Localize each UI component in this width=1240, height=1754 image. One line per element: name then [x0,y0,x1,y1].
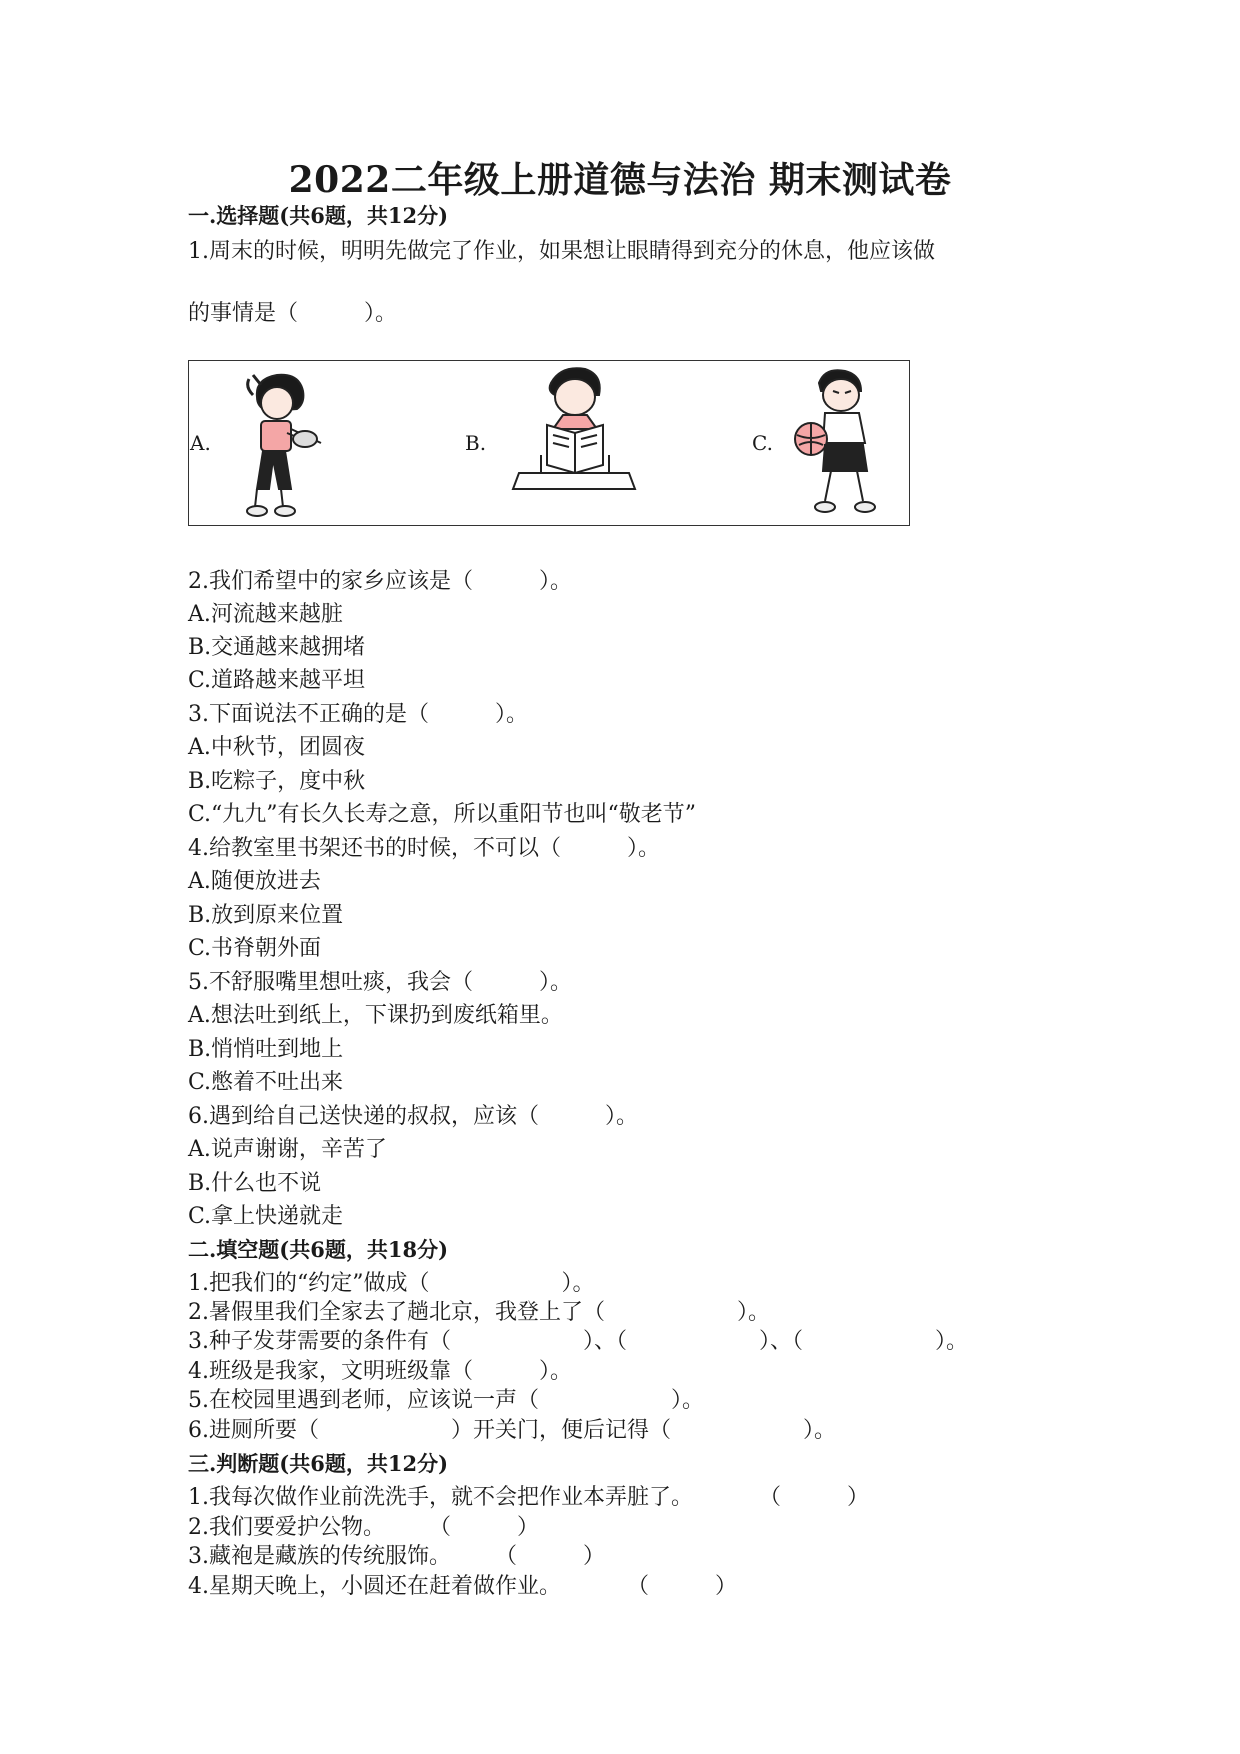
question-5-option-c: C.憋着不吐出来 [188,1070,344,1095]
question-4-option-a: A.随便放进去 [188,869,321,894]
figure-option-c-label: C. [752,431,773,455]
section-heading-fill: 二.填空题(共6题，共18分) [188,1237,449,1262]
judge-question-1: 1.我每次做作业前洗洗手，就不会把作业本弄脏了。 （ ） [188,1485,869,1510]
fill-question-3: 3.种子发芽需要的条件有（ ）、（ ）、（ ）。 [188,1329,968,1354]
question-5: 5.不舒服嘴里想吐痰，我会（ ）。 [188,970,572,995]
question-3-option-a: A.中秋节，团圆夜 [188,735,365,760]
question-1-figure [188,360,910,526]
question-3: 3.下面说法不正确的是（ ）。 [188,702,528,727]
question-2: 2.我们希望中的家乡应该是（ ）。 [188,569,572,594]
basketball-boy-icon [781,365,891,521]
question-3-option-c: C.“九九”有长久长寿之意，所以重阳节也叫“敬老节” [188,802,697,827]
fill-question-4: 4.班级是我家，文明班级靠（ ）。 [188,1359,572,1384]
fill-question-2: 2.暑假里我们全家去了趟北京，我登上了（ ）。 [188,1300,770,1325]
reading-boy-icon [489,363,659,508]
fill-question-6: 6.进厕所要（ ）开关门，便后记得（ ）。 [188,1418,836,1443]
judge-question-4: 4.星期天晚上，小圆还在赶着做作业。 （ ） [188,1574,737,1599]
question-1-line-2: 的事情是（ ）。 [188,301,398,326]
question-4-option-b: B.放到原来位置 [188,903,344,928]
question-3-option-b: B.吃粽子，度中秋 [188,769,366,794]
section-heading-judge: 三.判断题(共6题，共12分) [188,1451,449,1476]
question-4: 4.给教室里书架还书的时候，不可以（ ）。 [188,836,660,861]
question-6: 6.遇到给自己送快递的叔叔，应该（ ）。 [188,1104,638,1129]
question-6-option-a: A.说声谢谢，辛苦了 [188,1137,387,1162]
figure-option-a-label: A. [190,431,211,455]
page-title: 2022二年级上册道德与法治 期末测试卷 [288,159,952,201]
fill-question-1: 1.把我们的“约定”做成（ ）。 [188,1271,595,1296]
question-6-option-b: B.什么也不说 [188,1171,322,1196]
figure-option-b-label: B. [465,431,487,455]
violin-boy-icon [227,367,337,519]
question-6-option-c: C.拿上快递就走 [188,1204,344,1229]
question-2-option-a: A.河流越来越脏 [188,602,343,627]
question-5-option-a: A.想法吐到纸上，下课扔到废纸箱里。 [188,1003,563,1028]
question-2-option-b: B.交通越来越拥堵 [188,635,366,660]
fill-question-5: 5.在校园里遇到老师，应该说一声（ ）。 [188,1388,704,1413]
judge-question-3: 3.藏袍是藏族的传统服饰。 （ ） [188,1544,605,1569]
section-heading-choice: 一.选择题(共6题，共12分) [188,203,449,228]
question-1-line-1: 1.周末的时候，明明先做完了作业，如果想让眼睛得到充分的休息，他应该做 [188,239,935,264]
judge-question-2: 2.我们要爱护公物。 （ ） [188,1515,539,1540]
question-4-option-c: C.书脊朝外面 [188,936,322,961]
question-5-option-b: B.悄悄吐到地上 [188,1037,344,1062]
question-2-option-c: C.道路越来越平坦 [188,668,366,693]
